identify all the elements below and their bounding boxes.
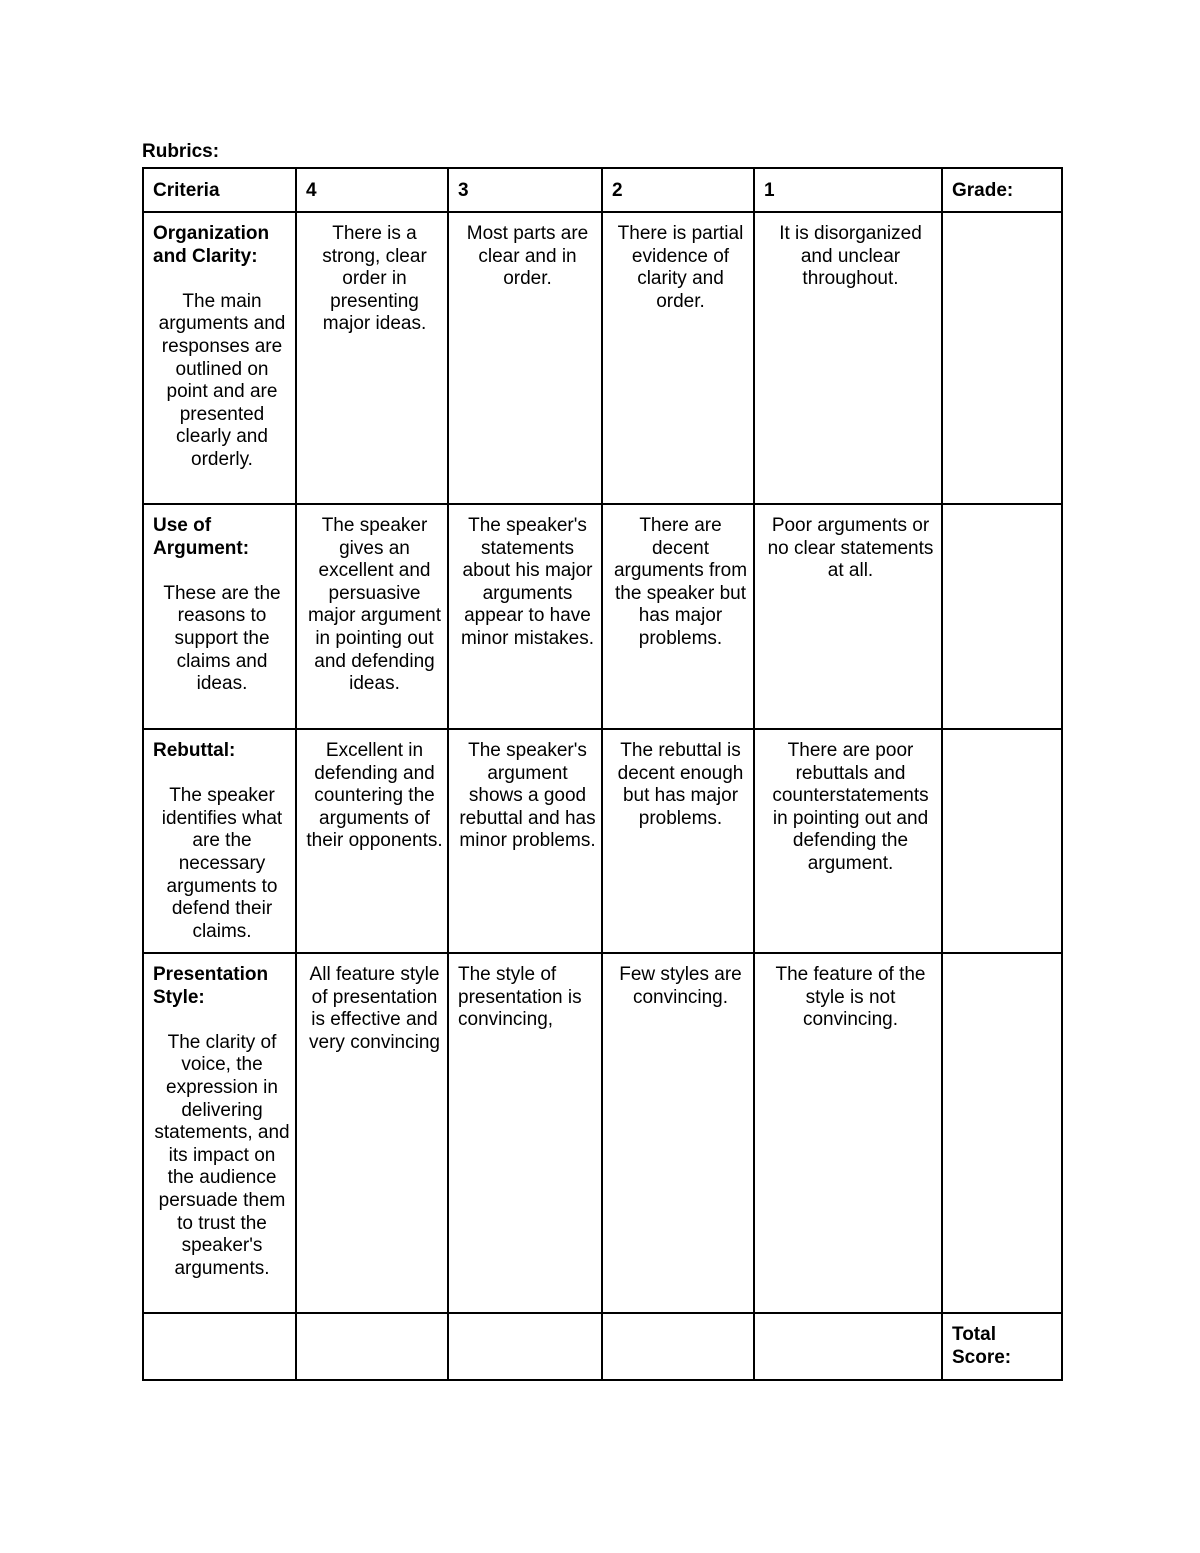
- row-rebuttal: [143, 729, 1062, 953]
- criterion-cell: [143, 729, 296, 953]
- header-level-3: 3: [448, 168, 602, 212]
- row-total: [143, 1313, 1062, 1380]
- criterion-description: These are the reasons to support the claims and ideas.: [163, 582, 281, 695]
- level-4-cell: Excellent in defending and countering the arguments of their opponents.: [296, 729, 448, 953]
- grade-cell[interactable]: [942, 212, 1062, 504]
- grade-cell[interactable]: [942, 953, 1062, 1313]
- empty-cell: [754, 1313, 942, 1380]
- criterion-description: The main arguments and responses are outlined on point and are presented clearly and orderly.: [158, 290, 286, 470]
- level-2-cell: Few styles are convincing.: [602, 953, 754, 1313]
- row-presentation-style: [143, 953, 1062, 1313]
- criterion-title: Presentation Style:: [153, 964, 269, 1008]
- level-2-cell: The rebuttal is decent enough but has major problems.: [602, 729, 754, 953]
- header-level-1: 1: [754, 168, 942, 212]
- level-3-cell: The style of presentation is convincing,: [448, 953, 602, 1313]
- header-level-2: 2: [602, 168, 754, 212]
- criterion-description: The clarity of voice, the expression in delivering statements, and its impact on the audience persuade them to trust the speaker's arguments.: [154, 1031, 290, 1279]
- level-4-cell: There is a strong, clear order in presenting major ideas.: [296, 212, 448, 504]
- header-grade: Grade:: [942, 168, 1062, 212]
- level-2-cell: There is partial evidence of clarity and order.: [602, 212, 754, 504]
- level-1-cell: The feature of the style is not convincing.: [754, 953, 942, 1313]
- criterion-title: Rebuttal:: [153, 740, 236, 761]
- criterion-title: Organization and Clarity:: [153, 223, 270, 267]
- criterion-cell: [143, 212, 296, 504]
- rubric-table: [142, 167, 1063, 1381]
- level-4-cell: The speaker gives an excellent and persuasive major argument in pointing out and defending ideas.: [296, 504, 448, 729]
- criterion-description: The speaker identifies what are the necessary arguments to defend their claims.: [161, 785, 283, 942]
- row-organization-clarity: [143, 212, 1062, 504]
- level-2-cell: There are decent arguments from the speaker but has major problems.: [602, 504, 754, 729]
- level-3-cell: The speaker's argument shows a good rebuttal and has minor problems.: [448, 729, 602, 953]
- level-1-cell: It is disorganized and unclear throughout.: [754, 212, 942, 504]
- empty-cell: [448, 1313, 602, 1380]
- grade-cell[interactable]: [942, 504, 1062, 729]
- header-criteria: Criteria: [143, 168, 296, 212]
- header-row: [143, 168, 1062, 212]
- criterion-title: Use of Argument:: [153, 515, 250, 559]
- level-3-cell: Most parts are clear and in order.: [448, 212, 602, 504]
- level-3-cell: The speaker's statements about his major arguments appear to have minor mistakes.: [448, 504, 602, 729]
- empty-cell: [602, 1313, 754, 1380]
- grade-cell[interactable]: [942, 729, 1062, 953]
- page-title: Rubrics:: [142, 141, 220, 162]
- total-score-cell[interactable]: Total Score:: [942, 1313, 1062, 1380]
- header-level-4: 4: [296, 168, 448, 212]
- row-use-of-argument: [143, 504, 1062, 729]
- level-1-cell: There are poor rebuttals and counterstatements in pointing out and defending the argument.: [754, 729, 942, 953]
- criterion-cell: [143, 953, 296, 1313]
- level-4-cell: All feature style of presentation is effective and very convincing: [296, 953, 448, 1313]
- empty-cell: [296, 1313, 448, 1380]
- empty-cell: [143, 1313, 296, 1380]
- level-1-cell: Poor arguments or no clear statements at all.: [754, 504, 942, 729]
- criterion-cell: [143, 504, 296, 729]
